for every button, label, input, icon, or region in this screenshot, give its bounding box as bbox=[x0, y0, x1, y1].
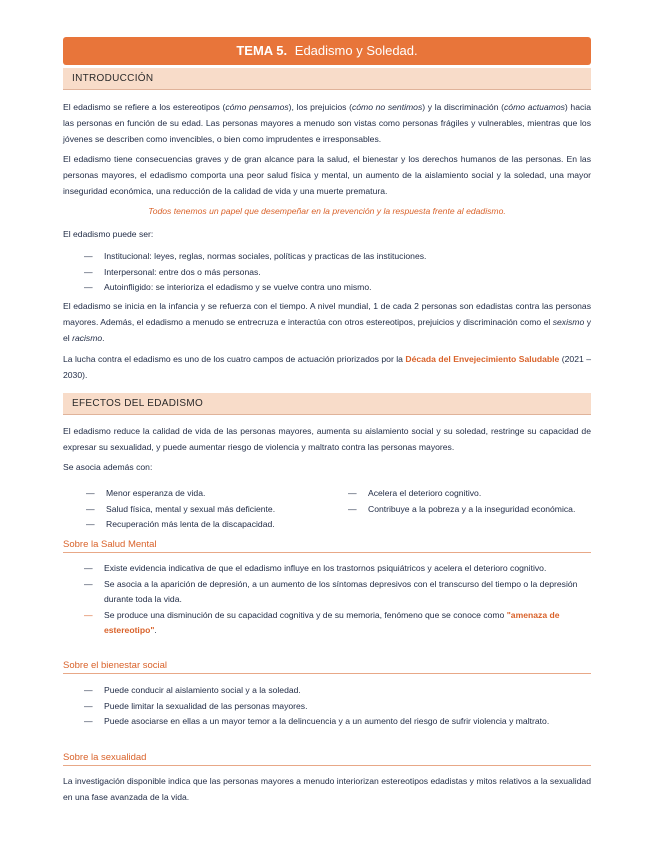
list-item: — Salud física, mental y sexual más deficiente. bbox=[86, 503, 276, 514]
list-item: — Menor esperanza de vida. bbox=[86, 488, 206, 498]
list-item: — Existe evidencia indicativa de que el edadismo influye en los trastornos psiquiátricos y acelera el deterioro cognitivo. bbox=[84, 563, 547, 573]
effects-paragraph-2: Se asocia además con: bbox=[63, 462, 153, 472]
associated-list-col1 bbox=[86, 486, 331, 533]
list-item: — Puede conducir al aislamiento social y a la soledad. bbox=[84, 685, 301, 695]
effects-paragraph-1: El edadismo reduce la calidad de vida de las personas mayores, aumenta su aislamiento social y su soledad, restringe su capacidad de expresar su sexualidad, y puede aumentar riesgo de violencia y maltrato contra las personas mayores. bbox=[63, 426, 591, 452]
topic-number: TEMA 5. bbox=[236, 43, 288, 58]
intro-paragraph-2: El edadismo tiene consecuencias graves y de gran alcance para la salud, el bienestar y los derechos humanos de las personas. En las personas mayores, el edadismo comporta una peor salud física y mental, un aumento de la aislamiento social y la soledad, una mayor inseguridad económica, una reducción de la calidad de vida y una muerte prematura. bbox=[63, 154, 591, 196]
list-item: — Recuperación más lenta de la discapacidad. bbox=[86, 519, 275, 529]
list-item: — Acelera el deterioro cognitivo. bbox=[348, 488, 482, 498]
list-item: — Puede limitar la sexualidad de las personas mayores. bbox=[84, 700, 308, 711]
intro-paragraph-3: El edadismo puede ser: bbox=[63, 229, 154, 239]
intro-paragraph-5: La lucha contra el edadismo es uno de los cuatro campos de actuación priorizados por la Década del Envejecimiento Saludable (2021 – 2030). bbox=[63, 354, 591, 380]
sexuality-paragraph: La investigación disponible indica que las personas mayores a menudo interiorizan estereotipos edadistas y mitos relativos a la sexualidad en una fase avanzada de la vida. bbox=[63, 776, 591, 802]
section-heading-efectos: EFECTOS DEL EDADISMO bbox=[63, 393, 591, 415]
list-item: — Contribuye a la pobreza y a la inseguridad económica. bbox=[348, 503, 576, 514]
topic-title: Edadismo y Soledad. bbox=[294, 43, 418, 58]
section-heading-introduccion: INTRODUCCIÓN bbox=[63, 68, 591, 90]
subheading-bienestar-social: Sobre el bienestar social bbox=[63, 660, 591, 674]
edadismo-types-list bbox=[84, 249, 591, 296]
list-item: — Interpersonal: entre dos o más personas. bbox=[84, 266, 261, 277]
list-item: — Puede asociarse en ellas a un mayor temor a la delincuencia y a un aumento del riesgo de sufrir violencia y maltrato. bbox=[84, 716, 550, 726]
list-item: — Se produce una disminución de su capacidad cognitiva y de su memoria, fenómeno que se conoce como "amenaza de estereotipo". bbox=[84, 609, 560, 635]
wellbeing-list bbox=[84, 683, 591, 730]
subheading-sexualidad: Sobre la sexualidad bbox=[63, 752, 591, 766]
decada-link[interactable]: Década del Envejecimiento Saludable bbox=[405, 354, 560, 364]
subheading-salud-mental: Sobre la Salud Mental bbox=[63, 539, 591, 553]
list-item: — Autoinfligido: se interioriza el edadismo y se vuelve contra uno mismo. bbox=[84, 282, 372, 292]
intro-paragraph-4: El edadismo se inicia en la infancia y se refuerza con el tiempo. A nivel mundial, 1 de cada 2 personas son edadistas contra las personas mayores. Además, el edadismo a menudo se entrecruza e interactúa con otros estereotipos, prejuicios y discriminación como el sexismo y el racismo. bbox=[63, 301, 591, 343]
highlight-quote: Todos tenemos un papel que desempeñar en la prevención y la respuesta frente al edadismo. bbox=[148, 206, 506, 216]
list-item: — Se asocia a la aparición de depresión, a un aumento de los síntomas depresivos con el transcurso del tiempo o la depresión durante toda la vida. bbox=[84, 578, 578, 604]
mental-health-list bbox=[84, 561, 591, 639]
topic-title-bar bbox=[63, 37, 591, 65]
associated-list-col2 bbox=[348, 486, 591, 517]
intro-paragraph-1: El edadismo se refiere a los estereotipos (cómo pensamos), los prejuicios (cómo no sentimos) y la discriminación (cómo actuamos) hacia las personas en función de su edad. Las personas mayores a menudo son vistas como personas frágiles y vulnerables, mientras que los jóvenes se describen como invencibles, o bien como imprudentes e irresponsables. bbox=[63, 102, 591, 144]
list-item: — Institucional: leyes, reglas, normas sociales, políticas y practicas de las instituciones. bbox=[84, 251, 427, 261]
